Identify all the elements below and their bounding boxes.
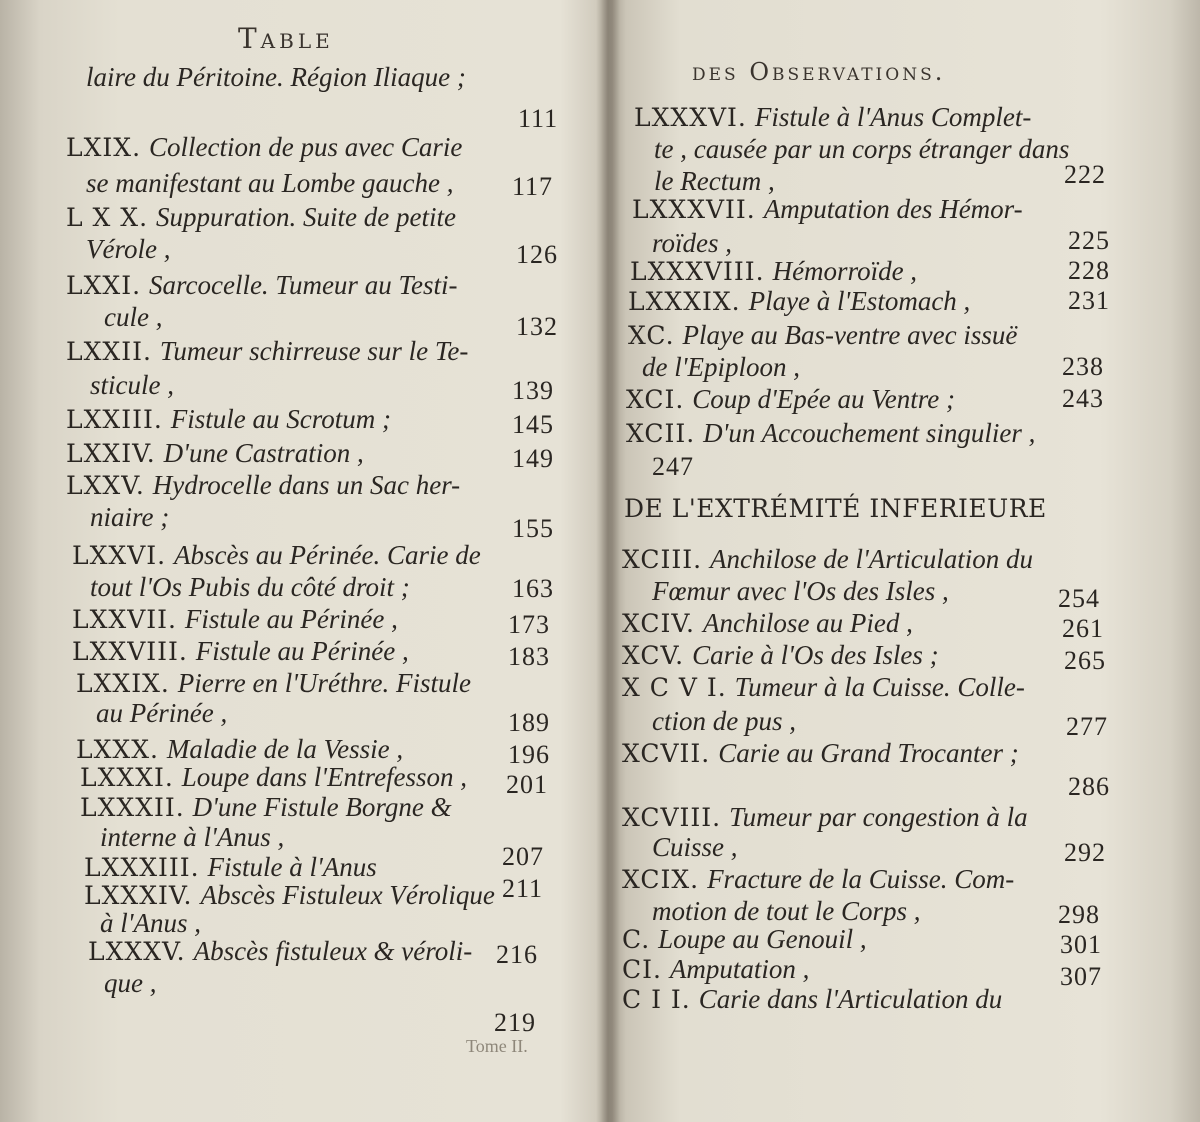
entry-text: Coup d'Epée au Ventre ; — [692, 384, 955, 414]
entry-line — [622, 924, 867, 955]
entry-number: LXXXV. — [88, 937, 186, 966]
entry-text: Amputation des Hémor- — [763, 194, 1023, 224]
entry-continuation: ction de pus , — [652, 706, 796, 736]
entry-text: Pierre en l'Uréthre. Fistule — [177, 668, 471, 698]
entry-number: LXXI. — [66, 271, 142, 300]
entry-number: LXXXIII. — [84, 853, 200, 882]
entry-line — [72, 636, 409, 667]
entry-page: 228 — [1068, 256, 1110, 285]
entry-text: Collection de pus avec Carie — [148, 132, 463, 162]
entry-page: 231 — [1068, 286, 1110, 315]
running-head-right: des Observations. — [692, 58, 946, 86]
entry-text: Maladie de la Vessie , — [166, 734, 404, 764]
entry-number: XCIV. — [622, 609, 695, 638]
entry-text: Hydrocelle dans un Sac her- — [152, 470, 461, 500]
entry-number: XCVIII. — [622, 803, 722, 832]
entry-page: 207 — [502, 842, 544, 871]
entry-continuation: Vérole , — [86, 234, 171, 264]
entry-line — [72, 604, 398, 635]
entry-line — [80, 762, 467, 793]
entry-line — [66, 404, 391, 435]
entry-number: XCVII. — [622, 739, 711, 768]
entry-text: Fistule au Scrotum ; — [170, 404, 391, 434]
entry-page: 111 — [518, 104, 559, 133]
entry-line — [76, 668, 471, 699]
entry-page: 222 — [1064, 160, 1106, 189]
entry-page: 286 — [1068, 772, 1110, 801]
entry-text: Playe à l'Estomach , — [748, 286, 971, 316]
entry-page: 307 — [1060, 962, 1102, 991]
entry-page: 145 — [512, 410, 554, 439]
entry-text: Loupe dans l'Entrefesson , — [181, 762, 468, 792]
entry-number: CI. — [622, 955, 662, 984]
entry-text: Anchilose de l'Articulation du — [710, 544, 1033, 574]
entry-page: 219 — [494, 1008, 536, 1037]
entry-text: D'une Castration , — [163, 438, 364, 468]
entry-line — [72, 540, 481, 571]
entry-line — [66, 270, 457, 301]
entry-page: 211 — [502, 874, 544, 903]
running-head-left: Table — [238, 22, 334, 55]
entry-text: D'une Fistule Borgne & — [192, 792, 452, 822]
entry-continuation: cule , — [104, 302, 163, 332]
entry-line — [634, 102, 1031, 133]
entry-page: 163 — [512, 574, 554, 603]
entry-line — [622, 954, 809, 985]
entry-number: LXXX. — [76, 735, 159, 764]
entry-number: LXXVI. — [72, 541, 167, 570]
entry-page: 132 — [516, 312, 558, 341]
entry-continuation: interne à l'Anus , — [100, 822, 285, 852]
entry-page: 216 — [496, 940, 538, 969]
entry-text: Anchilose au Pied , — [702, 608, 913, 638]
entry-number: X C V I. — [622, 673, 727, 702]
entry-line — [626, 418, 1035, 449]
entry-text: Abscès Fistuleux Vérolique — [200, 880, 495, 910]
entry-text: Tumeur par congestion à la — [729, 802, 1028, 832]
entry-number: LXXXI. — [80, 763, 174, 792]
entry-line — [622, 802, 1028, 833]
entry-number: LXXVII. — [72, 605, 177, 634]
right-page — [612, 0, 1200, 1122]
entry-page: 301 — [1060, 930, 1102, 959]
entry-line — [628, 286, 970, 317]
entry-line — [66, 202, 456, 233]
entry-text: Tumeur schirreuse sur le Te- — [159, 336, 469, 366]
entry-page: 238 — [1062, 352, 1104, 381]
entry-number: LXXXIV. — [84, 881, 193, 910]
entry-text: Abscès au Périnée. Carie de — [174, 540, 481, 570]
entry-page: 126 — [516, 240, 558, 269]
entry-number: LXXVIII. — [72, 637, 188, 666]
entry-continuation: te , causée par un corps étranger dans — [654, 134, 1070, 164]
entry-text: Loupe au Genouil , — [658, 924, 867, 954]
entry-text: Sarcocelle. Tumeur au Testi- — [148, 270, 458, 300]
entry-number: XCIII. — [622, 545, 703, 574]
entry-page: 265 — [1064, 646, 1106, 675]
entry-page: 149 — [512, 444, 554, 473]
entry-line — [622, 672, 1025, 703]
entry-continuation: Fœmur avec l'Os des Isles , — [652, 576, 949, 606]
entry-page: 189 — [508, 708, 550, 737]
entry-text: Fistule au Périnée , — [184, 604, 398, 634]
entry-text: Fistule à l'Anus — [207, 852, 377, 882]
entry-number: LXXXIX. — [628, 287, 741, 316]
entry-number: LXXIV. — [66, 439, 156, 468]
entry-page: 155 — [512, 514, 554, 543]
entry-text: Amputation , — [669, 954, 810, 984]
entry-continuation: au Périnée , — [96, 698, 228, 728]
entry-page: 277 — [1066, 712, 1108, 741]
entry-text: Fistule à l'Anus Complet- — [754, 102, 1032, 132]
entry-text: Carie dans l'Articulation du — [698, 984, 1003, 1014]
entry-page: 183 — [508, 642, 550, 671]
entry-page: 139 — [512, 376, 554, 405]
entry-number: XC. — [628, 321, 675, 350]
entry-number: LXXXVII. — [632, 195, 756, 224]
entry-text: Carie à l'Os des Isles ; — [692, 640, 939, 670]
entry-number: LXXII. — [66, 337, 152, 366]
entry-line — [622, 984, 1002, 1015]
entry-line — [622, 640, 939, 671]
entry-number: XCIX. — [622, 865, 700, 894]
entry-line — [84, 880, 495, 911]
entry-line — [66, 470, 460, 501]
entry-page: 225 — [1068, 226, 1110, 255]
entry-continuation: Cuisse , — [652, 832, 738, 862]
entry-page: 261 — [1062, 614, 1104, 643]
entry-text: laire du Péritoine. Région Iliaque ; — [86, 62, 466, 92]
entry-continuation: tout l'Os Pubis du côté droit ; — [90, 572, 410, 602]
entry-line — [622, 608, 913, 639]
entry-number: LXIX. — [66, 133, 142, 162]
entry-line — [66, 438, 364, 469]
entry-line — [88, 936, 472, 967]
entry-number: XCV. — [622, 641, 685, 670]
entry-line — [84, 852, 377, 883]
entry-number: C I I. — [622, 985, 691, 1014]
entry-number: LXXXVI. — [634, 103, 747, 132]
entry-continuation: à l'Anus , — [100, 908, 202, 938]
entry-line — [86, 62, 466, 93]
entry-line — [622, 738, 1019, 769]
entry-line — [622, 864, 1014, 895]
entry-continuation: se manifestant au Lombe gauche , — [86, 168, 454, 198]
entry-text: Abscès fistuleux & véroli- — [193, 936, 473, 966]
section-title: DE L'EXTRÉMITÉ INFERIEURE — [624, 494, 1047, 523]
entry-text: Carie au Grand Trocanter ; — [718, 738, 1019, 768]
entry-number: LXXV. — [66, 471, 145, 500]
entry-line — [632, 194, 1023, 225]
entry-continuation: de l'Epiploon , — [642, 352, 801, 382]
entry-page: 243 — [1062, 384, 1104, 413]
entry-number: L X X. — [66, 203, 149, 232]
entry-continuation: le Rectum , — [654, 166, 775, 196]
page-footer: Tome II. — [466, 1036, 528, 1056]
entry-line — [626, 384, 955, 415]
entry-line — [628, 320, 1017, 351]
entry-number: LXXIII. — [66, 405, 163, 434]
entry-text: Suppuration. Suite de petite — [156, 202, 456, 232]
entry-line — [76, 734, 403, 765]
entry-number: XCII. — [626, 419, 696, 448]
entry-continuation: que , — [104, 968, 157, 998]
entry-continuation: sticule , — [90, 370, 174, 400]
entry-continuation: niaire ; — [90, 502, 170, 532]
entry-line — [66, 336, 468, 367]
entry-text: Hémorroïde , — [772, 256, 918, 286]
entry-page: 292 — [1064, 838, 1106, 867]
entry-page: 173 — [508, 610, 550, 639]
entry-text: Tumeur à la Cuisse. Colle- — [734, 672, 1025, 702]
entry-number: C. — [622, 925, 651, 954]
entry-page: 298 — [1058, 900, 1100, 929]
entry-page: 247 — [652, 452, 694, 481]
entry-line — [80, 792, 452, 823]
entry-number: LXXIX. — [76, 669, 170, 698]
entry-text: Playe au Bas-ventre avec issuë — [682, 320, 1018, 350]
entry-line — [630, 256, 917, 287]
entry-text: Fistule au Périnée , — [195, 636, 409, 666]
entry-line — [622, 544, 1033, 575]
entry-page: 196 — [508, 740, 550, 769]
entry-page: 117 — [512, 172, 554, 201]
entry-line — [66, 132, 462, 163]
entry-number: LXXXVIII. — [630, 257, 765, 286]
entry-number: LXXXII. — [80, 793, 185, 822]
entry-number: XCI. — [626, 385, 685, 414]
entry-text: D'un Accouchement singulier , — [703, 418, 1036, 448]
entry-page: 201 — [506, 770, 548, 799]
entry-page: 254 — [1058, 584, 1100, 613]
entry-text: Fracture de la Cuisse. Com- — [707, 864, 1015, 894]
entry-continuation: roïdes , — [652, 228, 732, 258]
entry-continuation: motion de tout le Corps , — [652, 896, 921, 926]
